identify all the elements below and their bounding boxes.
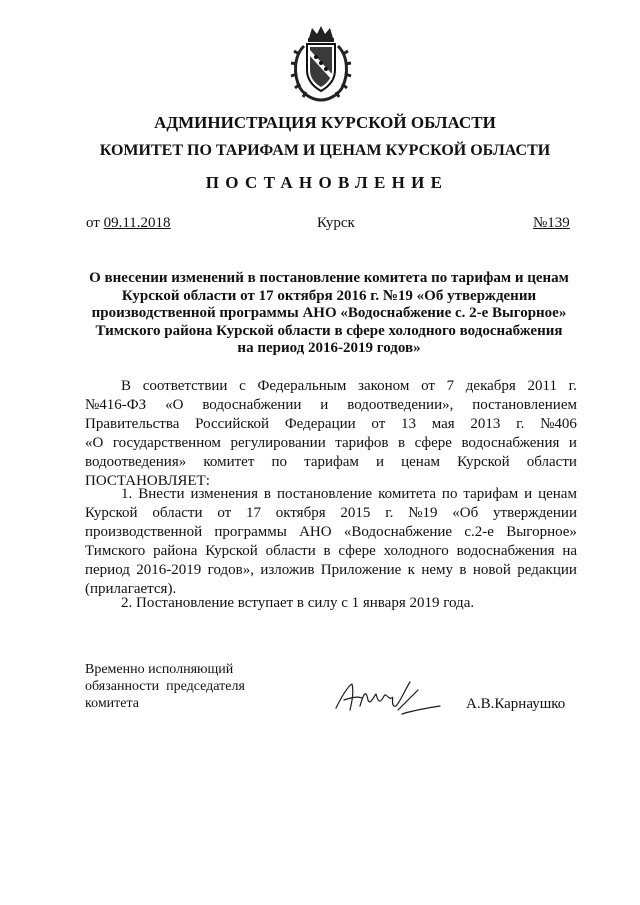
word: 13 [400,416,416,432]
word: Курской [205,543,258,559]
paragraph-line [85,453,577,472]
word: водоснабжения [456,543,555,559]
word: тарифам [463,486,519,502]
position-line: обязанности председателя [85,679,245,694]
word: редакции [517,562,577,578]
word: комитет [203,454,255,470]
word: области [265,543,316,559]
word: производственной [85,524,203,540]
paragraph-line [85,542,577,561]
word: тарифам [304,454,359,470]
coat-of-arms-icon [290,24,352,102]
title-line: О внесении изменений в постановление комитета по тарифам и ценам [89,270,569,286]
word: Выгорное» [506,524,577,540]
word: от [421,378,435,394]
paragraph-line [85,415,577,434]
document-city: Курск [317,215,355,231]
word: постановление [276,486,373,502]
word: г. [385,505,394,521]
title-line: на период 2016-2019 годов» [237,340,421,356]
word: №406 [540,416,577,432]
date-value: 09.11.2018 [103,215,171,231]
word: и [375,454,385,470]
word: АНО [299,524,332,540]
word: от [371,416,386,432]
word: г. [516,416,525,432]
word: регулировании [230,435,326,451]
word: утверждении [493,505,577,521]
word: новой [472,562,511,578]
word: по [441,486,458,502]
word: сфере [338,543,376,559]
word: и [524,486,533,502]
word: области [152,505,203,521]
paragraph-line [85,434,577,453]
word: 1. [121,486,133,502]
word: постановлением [472,397,577,413]
decision-item-1 [85,485,577,599]
paragraph-line [85,485,577,504]
word: изложив [260,562,315,578]
position-line: Временно исполняющий [85,662,234,677]
word: района [153,543,198,559]
word: тарифов [335,435,389,451]
word: «Водоснабжение [343,524,453,540]
word: период [85,562,130,578]
word: с.2-е [464,524,494,540]
document-title [80,270,578,358]
word: комитета [378,486,436,502]
word: 7 [446,378,455,394]
paragraph-line [85,561,577,580]
word: Курской [85,505,138,521]
word: Российской [195,416,270,432]
word: в [263,486,271,502]
word: 2013 [470,416,501,432]
word: в [323,543,331,559]
word: законом [358,378,410,394]
word: «О [165,397,184,413]
word: водоотведения» [85,454,187,470]
word: программы [214,524,287,540]
word: 2016-2019 [136,562,202,578]
word: г. [568,378,577,394]
handwritten-signature-icon [332,674,444,722]
word: на [562,543,577,559]
title-line: Курской области от 17 октября 2016 г. №19 «Об утверждении [121,287,537,304]
word: годов», [207,562,254,578]
word: сфере [414,435,452,451]
word: Федеральным [257,378,347,394]
word: водоснабжении [202,397,302,413]
paragraph-line [85,523,577,542]
word: к [407,562,415,578]
word: декабря [465,378,516,394]
word: Правительства [85,416,180,432]
word: от [217,505,232,521]
document-number: №139 [533,215,570,231]
word: «Об [452,505,479,521]
paragraph-line [85,396,577,415]
word: Внести [138,486,185,502]
word: «О [85,435,104,451]
word: ценам [538,486,577,502]
word: государственном [112,435,221,451]
word: Курской [457,454,510,470]
word: и [320,397,329,413]
word: водоснабжения [461,435,560,451]
organization-name: АДМИНИСТРАЦИЯ КУРСКОЙ ОБЛАСТИ [154,113,496,132]
title-line: производственной программы АНО «Водоснабжение с. 2-е Выгорное» [91,305,567,321]
signer-name: А.В.Карнаушко [466,696,566,712]
word: соответствии [142,378,228,394]
title-line: Тимского района Курской области в сфере холодного водоснабжения [95,322,563,339]
decision-item-2: 2. Постановление вступает в силу с 1 января 2019 года. [121,595,475,611]
word: №19 [408,505,438,521]
word: 17 [245,505,261,521]
word: по [271,454,287,470]
word: Приложение [320,562,402,578]
word: области [526,454,577,470]
date-prefix: от [86,215,104,231]
signatory-position [85,661,245,712]
word: ценам [401,454,440,470]
word: октября [275,505,326,521]
word: Тимского [85,543,146,559]
word: 2011 [527,378,557,394]
committee-name: КОМИТЕТ ПО ТАРИФАМ И ЦЕНАМ КУРСКОЙ ОБЛАСТИ [99,142,551,159]
word: В [121,378,132,394]
word: и [568,435,577,451]
word: нему [421,562,454,578]
document-date [86,215,171,232]
word: водоотведении», [347,397,454,413]
word: №416-ФЗ [85,397,147,413]
word: 2015 [340,505,371,521]
word: в [459,562,467,578]
word: изменения [190,486,258,502]
paragraph-line [85,504,577,523]
word: мая [431,416,455,432]
word: ПОСТАНОВЛЯЕТ: [85,473,210,489]
document-type: ПОСТАНОВЛЕНИЕ [205,173,449,192]
preamble-paragraph [85,377,577,491]
word: в [397,435,406,451]
position-line: комитета [85,696,140,711]
word: Федерации [284,416,356,432]
word: холодного [383,543,449,559]
paragraph-line [85,377,577,396]
word: с [239,378,246,394]
word: (прилагается). [85,581,177,597]
